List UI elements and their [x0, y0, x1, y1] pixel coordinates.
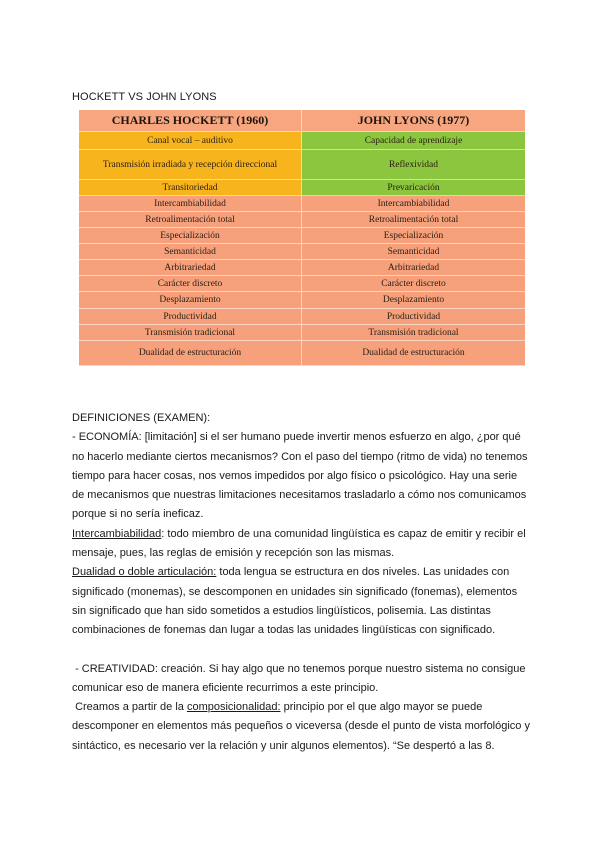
header-lyons: JOHN LYONS (1977): [302, 110, 525, 132]
hockett-cell: Intercambiabilidad: [79, 196, 302, 212]
table-row: [79, 150, 525, 180]
dualidad-paragraph: [72, 563, 532, 640]
lyons-cell: Reflexividad: [302, 150, 525, 180]
lyons-cell: Prevaricación: [302, 180, 525, 196]
lyons-cell: Arbitrariedad: [302, 260, 525, 276]
table-row: [79, 132, 525, 150]
hockett-cell: Desplazamiento: [79, 292, 302, 309]
composicionalidad-text: principio por el que algo mayor se puede descomponer en elementos más pequeños o viceversa (desde el punto de vista morfológico y sintáctico, es necesario ver la relación y unir algunos elementos). “Se despertó a las 8.: [72, 701, 534, 752]
table-row: [79, 325, 525, 341]
lyons-cell: Capacidad de aprendizaje: [302, 132, 525, 150]
hockett-cell: Canal vocal – auditivo: [79, 132, 302, 150]
definitions-section: [72, 409, 532, 756]
intercambiabilidad-text: : todo miembro de una comunidad lingüística es capaz de emitir y recibir el mensaje, pues, las reglas de emisión y recepción son las mismas.: [72, 527, 526, 560]
hockett-cell: Retroalimentación total: [79, 212, 302, 228]
table-row: [79, 180, 525, 196]
table-row: [79, 228, 525, 244]
lyons-cell: Especialización: [302, 228, 525, 244]
table-row: [79, 309, 525, 325]
lyons-cell: Retroalimentación total: [302, 212, 525, 228]
hockett-cell: Especialización: [79, 228, 302, 244]
lyons-cell: Carácter discreto: [302, 276, 525, 292]
table-row: [79, 196, 525, 212]
table-row: [79, 276, 525, 292]
economia-paragraph: - ECONOMÍA: [limitación] si el ser humano puede invertir menos esfuerzo en algo, ¿por qué no hacerlo mediante ciertos mecanismos? Con el paso del tiempo (ritmo de vida) no tenemos tiempo para hacer cosas, nos vemos impedidos por algo físico o psicológico. Hay una serie de mecanismos que nuestras limitaciones necesitamos trasladarlo a cómo nos comunicamos porque si no sería ineficaz.: [72, 431, 528, 521]
composicionalidad-term: composicionalidad:: [186, 701, 281, 714]
lyons-cell: Dualidad de estructuración: [302, 341, 525, 366]
composicionalidad-pre: Creamos a partir de la: [72, 701, 187, 714]
hockett-cell: Arbitrariedad: [79, 260, 302, 276]
definitions-title: DEFINICIONES (EXAMEN):: [72, 412, 211, 424]
hockett-cell: Carácter discreto: [79, 276, 302, 292]
lyons-cell: Transmisión tradicional: [302, 325, 525, 341]
header-hockett: CHARLES HOCKETT (1960): [79, 110, 302, 132]
creatividad-paragraph: - CREATIVIDAD: creación. Si hay algo que no tenemos porque nuestro sistema no consigue comunicar eso de manera eficiente recurrimos a este principio.: [72, 662, 529, 694]
dualidad-term: Dualidad o doble articulación:: [72, 566, 217, 579]
intercambiabilidad-term: Intercambiabilidad: [72, 527, 162, 540]
dualidad-text: toda lengua se estructura en dos niveles. Las unidades con significado (monemas), se descomponen en unidades sin significado (fonemas), elementos sin significado que han sido sometidos a estudios lingüísticos, polisemia. Las distintas combinaciones de fonemas dan lugar a todas las unidades lingüísticas con significado.: [72, 566, 518, 637]
hockett-cell: Semanticidad: [79, 244, 302, 260]
table-row: [79, 292, 525, 309]
lyons-cell: Semanticidad: [302, 244, 525, 260]
table-row: [79, 212, 525, 228]
table-row: [79, 244, 525, 260]
paragraph-spacer: [72, 641, 532, 660]
lyons-cell: Desplazamiento: [302, 292, 525, 309]
hockett-cell: Dualidad de estructuración: [79, 341, 302, 366]
table-row: [79, 341, 525, 366]
composicionalidad-paragraph: [72, 698, 532, 756]
table-header-row: [79, 110, 525, 132]
hockett-cell: Transmisión tradicional: [79, 325, 302, 341]
table-row: [79, 260, 525, 276]
comparison-table: [79, 110, 525, 366]
lyons-cell: Productividad: [302, 309, 525, 325]
intercambiabilidad-paragraph: [72, 525, 532, 564]
hockett-cell: Transmisión irradiada y recepción direccional: [79, 150, 302, 180]
hockett-cell: Transitoriedad: [79, 180, 302, 196]
lyons-cell: Intercambiabilidad: [302, 196, 525, 212]
page-heading: HOCKETT VS JOHN LYONS: [72, 91, 217, 103]
hockett-cell: Productividad: [79, 309, 302, 325]
